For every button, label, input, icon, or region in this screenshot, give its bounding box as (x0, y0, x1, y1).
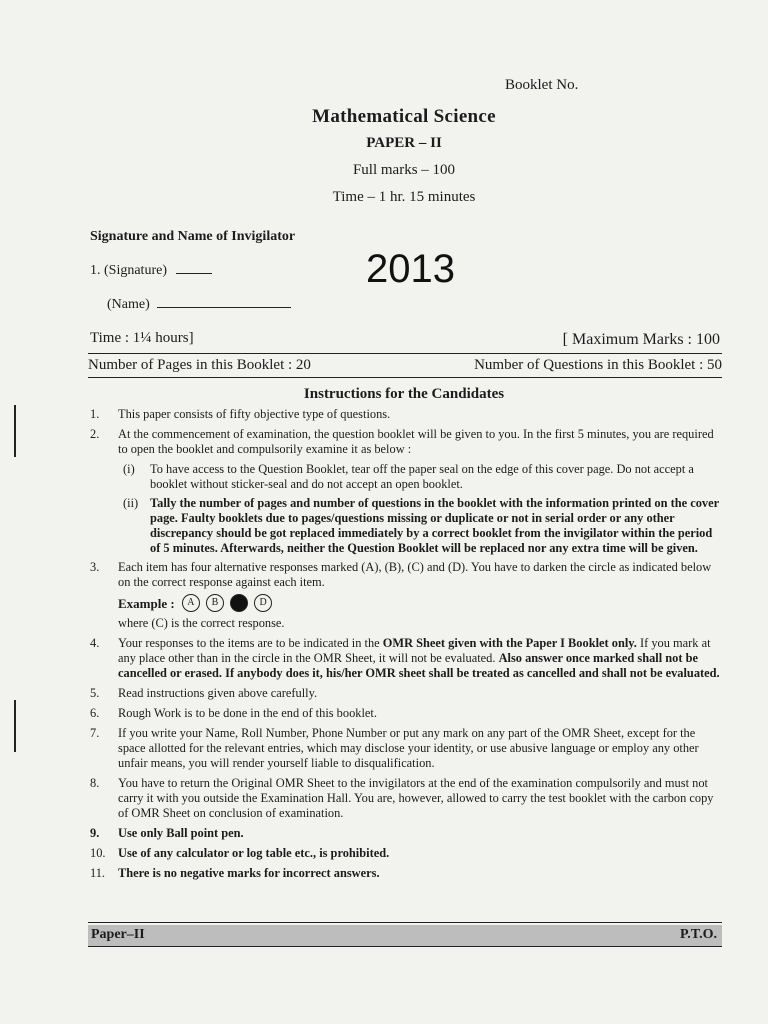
footer-paper-label: Paper–II (91, 927, 145, 942)
instruction-item: 1. This paper consists of fifty objective type of questions. (90, 407, 391, 421)
example-label: Example : (118, 595, 175, 611)
paper-label: PAPER – II (366, 135, 442, 151)
name-label: (Name) (107, 297, 150, 312)
instructions-heading: Instructions for the Candidates (303, 386, 505, 402)
bubble-d: D (254, 594, 272, 612)
full-marks: Full marks – 100 (352, 162, 456, 178)
bubble-a: A (182, 594, 200, 612)
exam-title: Mathematical Science (312, 106, 496, 127)
signature-blank (176, 261, 212, 274)
binding-mark (14, 700, 16, 752)
footer-bar (88, 925, 722, 947)
binding-mark (14, 405, 16, 457)
name-line (107, 295, 291, 313)
instruction-item: 6. Rough Work is to be done in the end of this booklet. (90, 706, 377, 720)
time-hours: Time : 1¼ hours] (90, 330, 194, 346)
instruction-item: 10. Use of any calculator or log table etc., is prohibited. (90, 846, 390, 860)
bubble-b: B (206, 594, 224, 612)
signature-label: 1. (Signature) (90, 263, 167, 278)
signature-line (90, 261, 212, 279)
divider (88, 353, 722, 354)
instruction-item: 8. You have to return the Original OMR Sheet to the invigilators at the end of the examination compulsorily and must not carry it with you outside the Examination Hall. You are, however, allowed to carry the test booklet with the carbon copy of OMR Sheet on conclusion of examination. (90, 776, 714, 820)
instruction-item: 5. Read instructions given above carefully. (90, 686, 318, 700)
question-count: Number of Questions in this Booklet : 50 (474, 357, 722, 373)
example-note: where (C) is the correct response. (118, 616, 285, 630)
instruction-subitem: (i) To have access to the Question Booklet, tear off the paper seal on the edge of this cover page. Do not accept a booklet without sticker-seal and do not accept an open booklet. (123, 462, 694, 491)
instruction-item: 3. Each item has four alternative responses marked (A), (B), (C) and (D). You have to darken the circle as indicated below on the correct response against each item. (90, 560, 712, 589)
footer-pto: P.T.O. (680, 927, 717, 942)
invigilator-heading: Signature and Name of Invigilator (90, 229, 296, 244)
bubble-c-filled: C (230, 594, 248, 612)
instruction-item: 2. At the commencement of examination, the question booklet will be given to you. In the first 5 minutes, you are required to open the booklet and compulsorily examine it as below : (90, 427, 714, 456)
instruction-item: 7. If you write your Name, Roll Number, Phone Number or put any mark on any part of the OMR Sheet, except for the space allotted for the relevant entries, which may disclose your identity, or use abusive language or employ any other unfair means, you will render yourself liable to disqualification. (90, 726, 699, 770)
example-row (90, 594, 722, 614)
instructions-list (90, 407, 722, 886)
year-stamp: 2013 (366, 247, 455, 291)
divider (88, 377, 722, 378)
page-count: Number of Pages in this Booklet : 20 (88, 357, 311, 373)
instruction-subitem: (ii) Tally the number of pages and number of questions in the booklet with the information printed on the cover page. Faulty booklets due to pages/questions missing or duplicate or not in serial order or any other discrepancy should be got replaced immediately by a correct booklet from the invigilator within the period of 5 minutes. Afterwards, neither the Question Booklet will be replaced nor any extra time will be given. (123, 496, 719, 555)
name-blank (157, 295, 291, 308)
exam-duration: Time – 1 hr. 15 minutes (332, 189, 476, 205)
instruction-item: 4. Your responses to the items are to be indicated in the OMR Sheet given with the Paper I Booklet only. If you mark at any place other than in the circle in the OMR Sheet, it will not be evaluated. Also answer once marked shall not be cancelled or erased. If anybody does it, his/her OMR sheet shall be treated as cancelled and shall not be evaluated. (90, 636, 720, 680)
instruction-item: 9. Use only Ball point pen. (90, 826, 244, 840)
booklet-no-label: Booklet No. (505, 77, 579, 93)
divider (88, 922, 722, 923)
instruction-item: 11. There is no negative marks for incorrect answers. (90, 866, 380, 880)
maximum-marks: [ Maximum Marks : 100 (562, 331, 720, 348)
